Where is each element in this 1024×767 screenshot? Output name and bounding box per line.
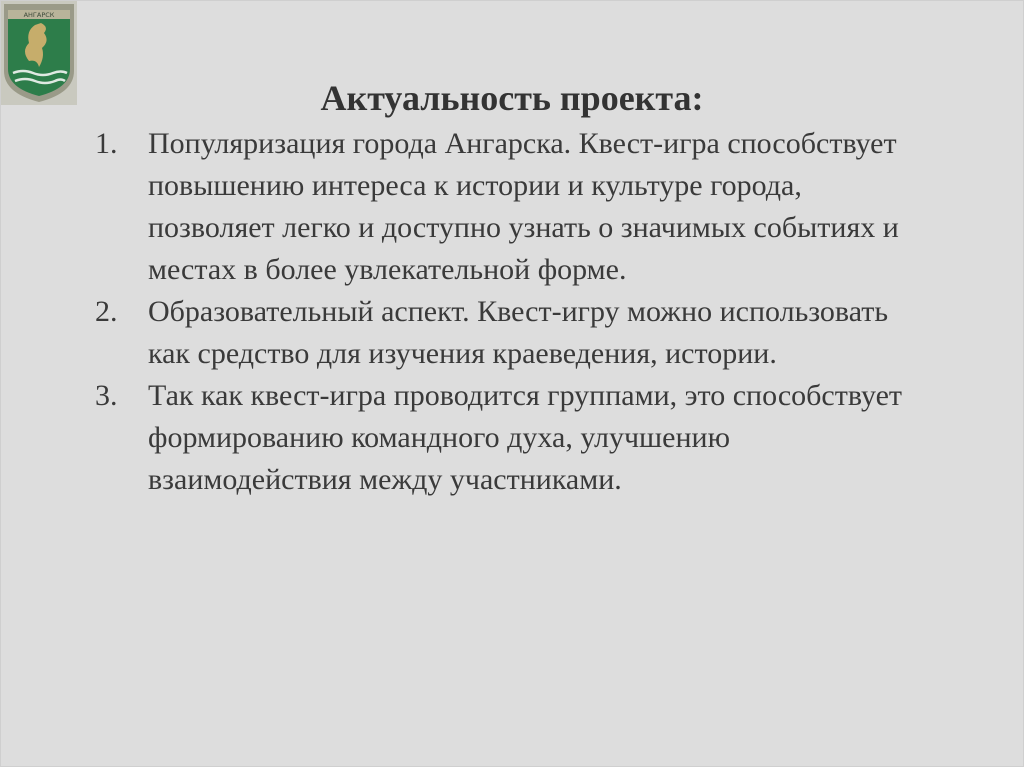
slide-title: Актуальность проекта:: [320, 78, 704, 118]
svg-text:АНГАРСК: АНГАРСК: [23, 11, 55, 19]
item-text: Так как квест-игра проводится группами, это способствует формированию командного духа, улучшению взаимодействия между участниками.: [148, 379, 903, 496]
relevance-list: [95, 123, 925, 501]
list-item: [95, 123, 925, 291]
item-number: 1.: [95, 127, 118, 160]
item-number: 2.: [95, 295, 118, 328]
item-number: 3.: [95, 379, 118, 412]
item-text: Образовательный аспект. Квест-игру можно использовать как средство для изучения краеведения, истории.: [148, 295, 889, 370]
item-text: Популяризация города Ангарска. Квест-игра способствует повышению интереса к истории и культуре города, позволяет легко и доступно узнать о значимых событиях и местах в более увлекательной форме.: [148, 127, 899, 286]
list-item: [95, 375, 925, 501]
list-item: [95, 291, 925, 375]
